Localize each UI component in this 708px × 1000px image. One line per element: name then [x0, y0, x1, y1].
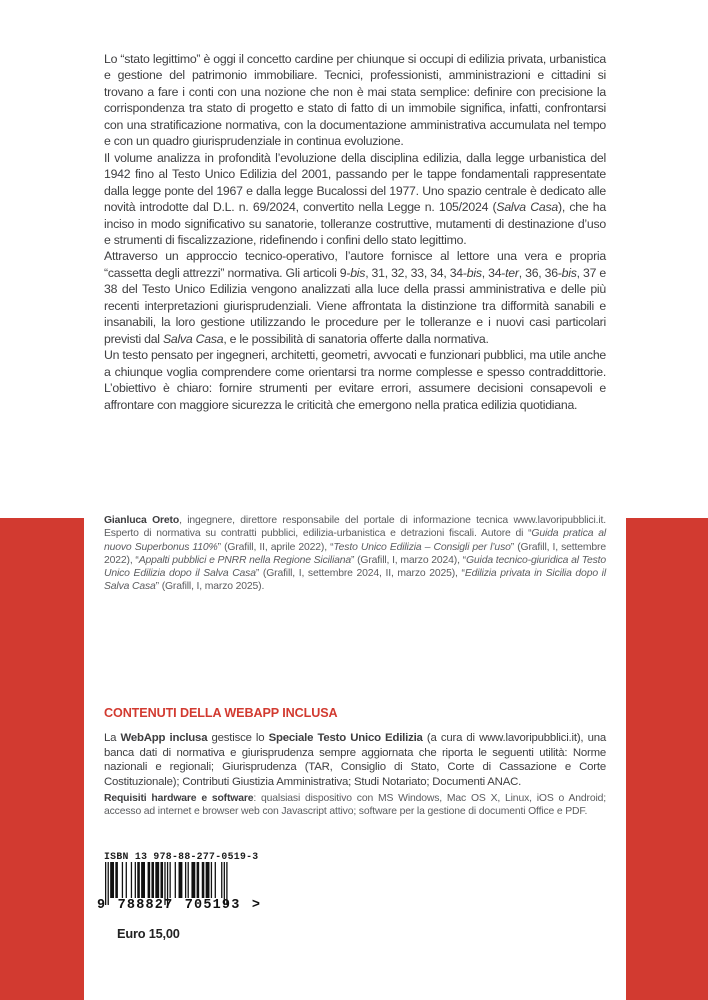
author-bio: Gianluca Oreto, ingegnere, direttore responsabile del portale di informazione tecnica www.lavoripubblici.it. Esperto di normativa su contratti pubblici, edilizia-urbanistica e detrazioni fiscali. Autore di “Guida pratica al nuovo Superbonus 110%” (Grafill, II, aprile 2022), “Testo Unico Edilizia – Consigli per l’uso” (Grafill, I, settembre 2022), “Appalti pubblici e PNRR nella Regione Siciliana” (Grafill, I, marzo 2024), “Guida tecnico-giuridica al Testo Unico Edilizia dopo il Salva Casa” (Grafill, I, settembre 2024, II, marzo 2025), “Edilizia privata in Sicilia dopo il Salva Casa” (Grafill, I, marzo 2025).	[104, 515, 607, 593]
description-paragraph: Lo “stato legittimo” è oggi il concetto cardine per chiunque si occupi di edilizia privata, urbanistica e gestione del patrimonio immobiliare. Tecnici, professionisti, amministrazioni e cittadini si trovano a fare i conti con una nozione che non è mai stata semplice: definire con precisione la corrispondenza tra stato di progetto e stato di fatto di un immobile significa, infatti, confrontarsi con una stratificazione normativa, con la documentazione amministrativa accumulata nel tempo e con un quadro giurisprudenziale in continua evoluzione.	[104, 52, 606, 149]
price-label: Euro 15,00	[117, 926, 180, 941]
book-description	[104, 51, 606, 413]
hardware-requirements: Requisiti hardware e software: qualsiasi dispositivo con MS Windows, Mac OS X, Linux, iOS o Android; accesso ad internet e browser web con Javascript attivo; software per la gestione di documenti Office e PDF.	[104, 793, 606, 818]
isbn-label: ISBN 13 978-88-277-0519-3	[104, 851, 259, 862]
description-paragraph: Un testo pensato per ingegneri, architetti, geometri, avvocati e funzionari pubblici, ma utile anche a chiunque voglia comprendere come orientarsi tra norme complesse e spesso contraddittorie. L’obiettivo è chiaro: fornire strumenti per evitare errori, assumere decisioni consapevoli e affrontare con maggiore sicurezza le criticità che emergono nella pratica edilizia quotidiana.	[104, 348, 607, 412]
description-paragraph: Attraverso un approccio tecnico-operativo, l’autore fornisce al lettore una vera e propria “cassetta degli attrezzi” normativa. Gli articoli 9-bis, 31, 32, 33, 34, 34-bis, 34-ter, 36, 36-bis, 37 e 38 del Testo Unico Edilizia vengono analizzati alla luce della prassi amministrativa e delle più recenti interpretazioni giurisprudenziali. Viene affrontata la distinzione tra difformità sanabili e insanabili, la loro gestione utilizzando le procedure per le tolleranze e i nuovi casi particolari previsti dal Salva Casa, e le possibilità di sanatoria offerte dalla normativa.	[104, 249, 606, 346]
webapp-description: La WebApp inclusa gestisce lo Speciale Testo Unico Edilizia (a cura di www.lavoripubblici.it), una banca dati di normativa e giurisprudenza sempre aggiornata che riporta le seguenti utilità: Norme nazionali e regionali; Giurisprudenza (TAR, Consiglio di Stato, Corte di Cassazione e Corte Costituzionale); Contributi Giustizia Amministrativa; Studi Notariato; Documenti ANAC.	[104, 732, 606, 789]
red-band-right	[626, 518, 708, 1000]
red-band-left	[0, 518, 84, 1000]
barcode-digits: 9 788827 705193 >	[97, 898, 262, 913]
description-paragraph: Il volume analizza in profondità l’evoluzione della disciplina edilizia, dalla legge urbanistica del 1942 fino al Testo Unico Edilizia del 2001, passando per le tappe fondamentali rappresentate dalla legge ponte del 1967 e dalla legge Bucalossi del 1977. Uno spazio centrale è dedicato alle novità introdotte dal D.L. n. 69/2024, convertito nella Legge n. 105/2024 (Salva Casa), che ha inciso in modo significativo su sanatorie, tolleranze costruttive, mutamenti di destinazione d’uso e strumenti di fiscalizzazione, ridefinendo i confini dello stato legittimo.	[104, 150, 606, 247]
webapp-section-heading: CONTENUTI DELLA WEBAPP INCLUSA	[104, 706, 338, 720]
